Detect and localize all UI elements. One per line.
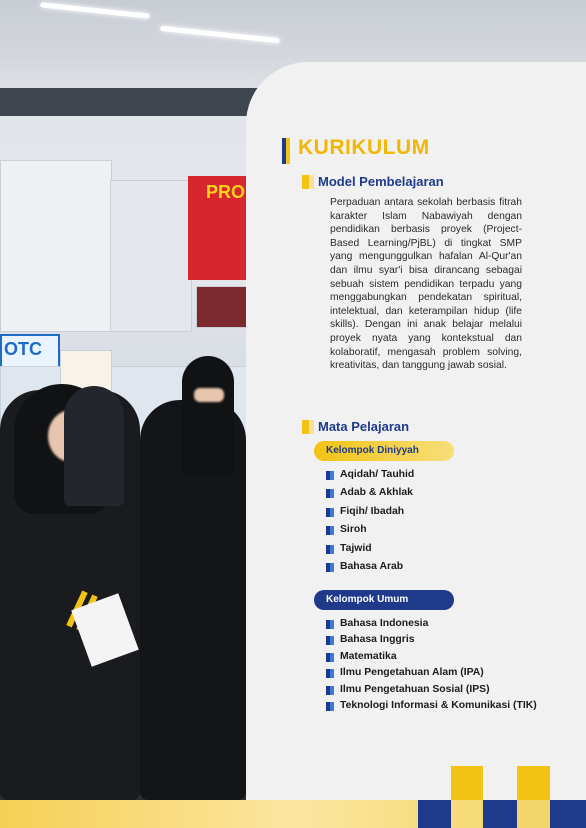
decor-square [550, 800, 586, 828]
bullet-icon [326, 526, 334, 535]
bullet-icon [326, 545, 334, 554]
heading-marker-icon [302, 420, 314, 434]
umum-list [326, 618, 537, 716]
list-item: Aqidah/ Tauhid [326, 469, 414, 487]
bullet-icon [326, 620, 334, 629]
list-item: Matematika [326, 651, 537, 667]
promo-sign: PRO [188, 176, 248, 280]
bullet-icon [326, 686, 334, 695]
list-item: Ilmu Pengetahuan Alam (IPA) [326, 667, 537, 683]
page-title: KURIKULUM [298, 136, 430, 159]
bullet-icon [326, 636, 334, 645]
list-item: Teknologi Informasi & Komunikasi (TIK) [326, 700, 537, 716]
decor-square [451, 766, 483, 800]
otc-sign: OTC [0, 334, 60, 368]
bullet-icon [326, 471, 334, 480]
bullet-icon [326, 563, 334, 572]
list-item: Fiqih/ Ibadah [326, 506, 414, 524]
bullet-icon [326, 508, 334, 517]
diniyyah-list [326, 469, 414, 579]
list-item: Siroh [326, 524, 414, 542]
bullet-icon [326, 702, 334, 711]
group-label-diniyyah: Kelompok Diniyyah [314, 441, 454, 461]
decor-square [517, 766, 550, 800]
list-item: Bahasa Inggris [326, 634, 537, 650]
bullet-icon [326, 653, 334, 662]
title-accent-bar [286, 138, 290, 164]
store-wall [110, 180, 192, 332]
bullet-icon [326, 669, 334, 678]
section-heading-mapel: Mata Pelajaran [318, 419, 410, 434]
list-item: Bahasa Arab [326, 561, 414, 579]
decor-square [418, 800, 451, 828]
list-item: Tajwid [326, 543, 414, 561]
store-wall [0, 160, 112, 332]
student-veil [182, 356, 234, 476]
list-item: Adab & Akhlak [326, 487, 414, 505]
list-item: Bahasa Indonesia [326, 618, 537, 634]
group-label-umum: Kelompok Umum [314, 590, 454, 610]
student-figure [64, 386, 124, 506]
bullet-icon [326, 489, 334, 498]
product-shelf [196, 286, 248, 328]
heading-marker-icon [302, 175, 314, 189]
model-paragraph: Perpaduan antara sekolah berbasis fitrah karakter Islam Nabawiyah dengan pendidikan berbasis proyek (Project-Based Learning/PjBL) di tingkat SMP yang mengunggulkan hafalan Al-Qur'an dan ilmu syar'i bisa dirancang sebagai sebuah sistem pendidikan terpadu yang menggabungkan pendekatan spiritual, intelektual, dan keterampilan hidup (life skills). Dengan ini anak belajar melalui proyek nyata yang kontekstual dan kolaboratif, mengasah problem solving, kreativitas, dan tanggung jawab sosial. [330, 197, 522, 372]
blurred-face [194, 388, 224, 402]
list-item: Ilmu Pengetahuan Sosial (IPS) [326, 684, 537, 700]
section-heading-model: Model Pembelajaran [318, 174, 444, 189]
decor-square [483, 800, 517, 828]
